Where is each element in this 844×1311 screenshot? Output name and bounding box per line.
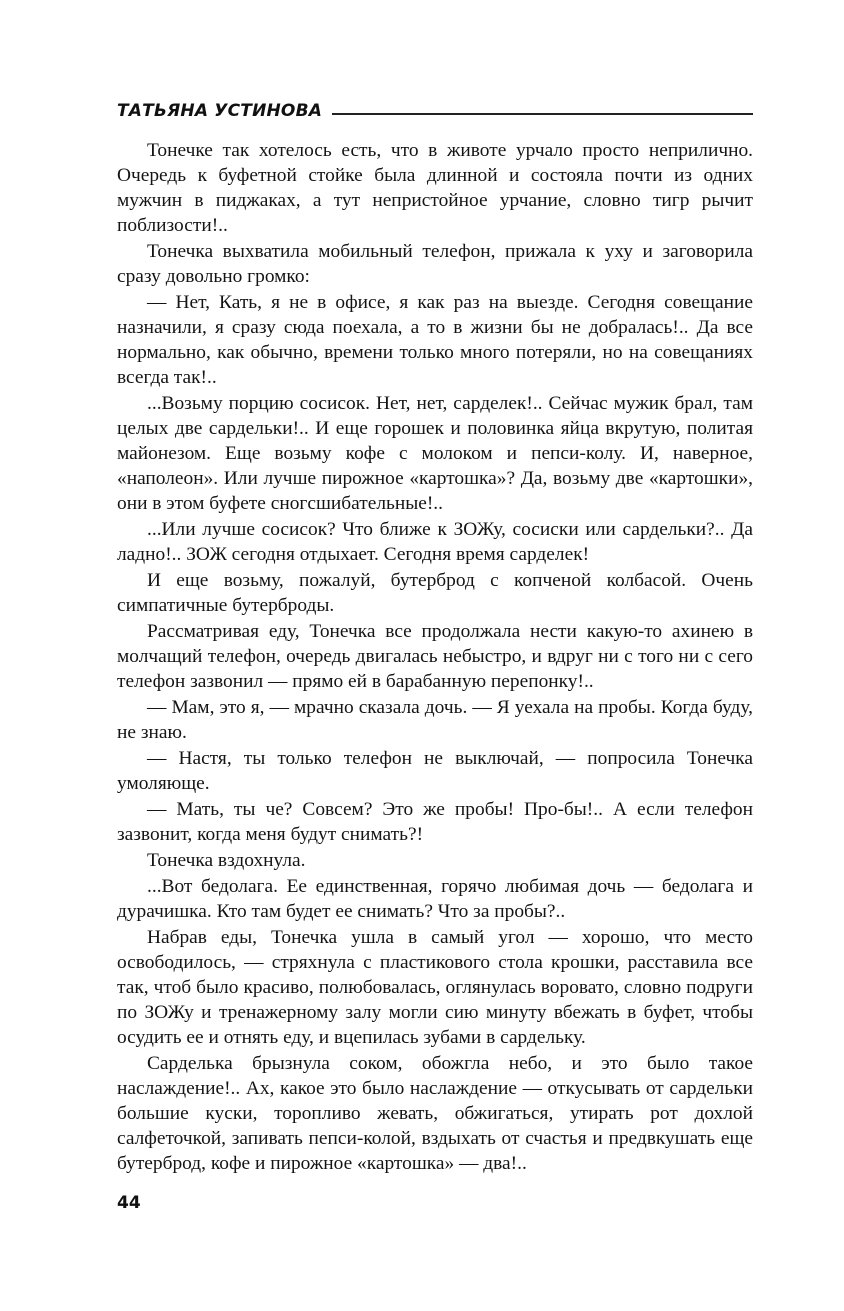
- paragraph: ...Вот бедолага. Ее единственная, горячо любимая дочь — бедолага и дурачишка. Кто там будет ее снимать? Что за пробы?..: [117, 876, 753, 922]
- paragraph: Тонечка вздохнула.: [147, 850, 306, 871]
- page-number: 44: [117, 1193, 141, 1213]
- paragraph: Сарделька брызнула соком, обожгла небо, и это было такое наслаждение!.. Ах, какое это было наслаждение — откусывать от сардельки большие куски, торопливо жевать, обжигаться, утирать рот дохлой салфеточкой, запивать пепси-колой, вздыхать от счастья и предвкушать еще бутерброд, кофе и пирожное «картошка» — два!..: [117, 1053, 753, 1174]
- running-head: [117, 96, 753, 120]
- header-rule: [332, 113, 753, 115]
- paragraph: И еще возьму, пожалуй, бутерброд с копченой колбасой. Очень симпатичные бутерброды.: [117, 570, 753, 616]
- paragraph: — Нет, Кать, я не в офисе, я как раз на выезде. Сегодня совещание назначили, я сразу сюда поехала, а то в жизни бы не добралась!.. Да все нормально, как обычно, времени только много потеряли, но на совещаниях всегда так!..: [117, 292, 753, 388]
- paragraph: — Мам, это я, — мрачно сказала дочь. — Я уехала на пробы. Когда буду, не знаю.: [117, 697, 753, 743]
- author-name: ТАТЬЯНА УСТИНОВА: [117, 101, 323, 121]
- paragraph: Набрав еды, Тонечка ушла в самый угол — хорошо, что место освободилось, — стряхнула с пластикового стола крошки, расставила все так, чтоб было красиво, полюбовалась, оглянулась вороватo, словно подруги по ЗОЖу и тренажерному залу могли сию минуту вбежать в буфет, чтобы осудить ее и отнять еду, и вцепилась зубами в сардельку.: [117, 927, 753, 1048]
- paragraph: Тонечке так хотелось есть, что в животе урчало просто неприлично. Очередь к буфетной стойке была длинной и состояла почти из одних мужчин в пиджаках, а тут непристойное урчание, словно тигр рычит поблизости!..: [117, 140, 753, 236]
- body-text: [117, 138, 753, 1177]
- paragraph: Рассматривая еду, Тонечка все продолжала нести какую-то ахинею в молчащий телефон, очередь двигалась небыстро, и вдруг ни с того ни с сего телефон зазвонил — прямо ей в барабанную перепонку!..: [117, 621, 753, 692]
- paragraph: ...Или лучше сосисок? Что ближе к ЗОЖу, сосиски или сардельки?.. Да ладно!.. ЗОЖ сегодня отдыхает. Сегодня время сарделек!: [117, 519, 753, 565]
- paragraph: Тонечка выхватила мобильный телефон, прижала к уху и заговорила сразу довольно громко:: [117, 241, 753, 287]
- paragraph: — Настя, ты только телефон не выключай, — попросила Тонечка умоляюще.: [117, 748, 753, 794]
- paragraph: — Мать, ты че? Совсем? Это же пробы! Про-бы!.. А если телефон зазвонит, когда меня будут снимать?!: [117, 799, 753, 845]
- paragraph: ...Возьму порцию сосисок. Нет, нет, сарделек!.. Сейчас мужик брал, там целых две сардельки!.. И еще горошек и половинка яйца вкрутую, политая майонезом. Еще возьму кофе с молоком и пепси-колу. И, наверное, «наполеон». Или лучше пирожное «картошка»? Да, возьму две «картошки», они в этом буфете сногсшибательные!..: [117, 393, 753, 514]
